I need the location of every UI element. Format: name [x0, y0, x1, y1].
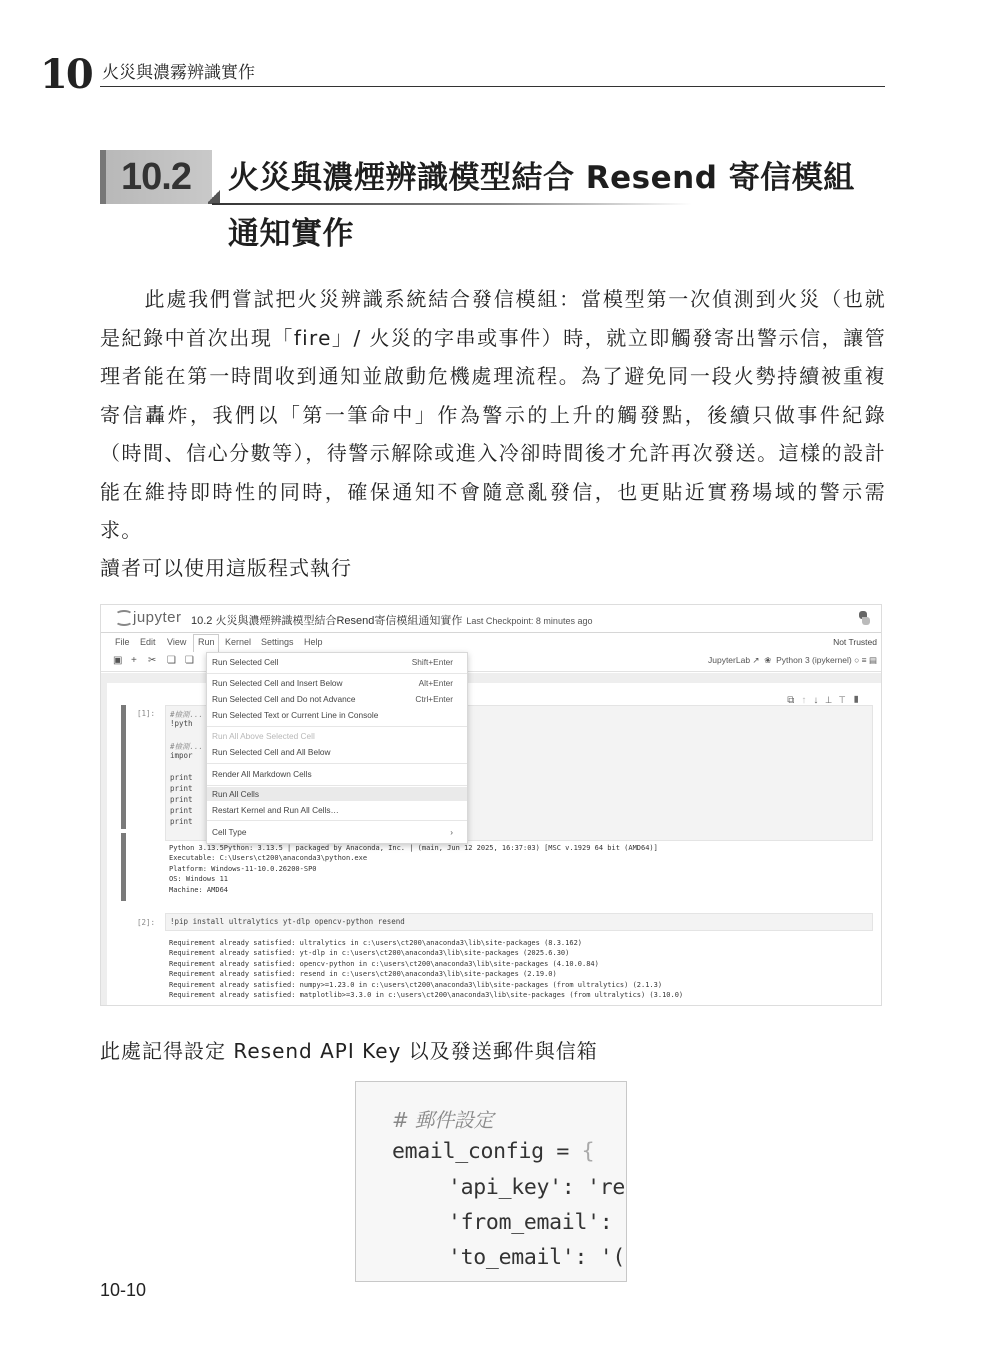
menu-run[interactable]: Run: [198, 637, 215, 647]
output-line: Platform: Windows-11-10.0.26200-SP0: [169, 864, 317, 873]
checkpoint-status: Last Checkpoint: 8 minutes ago: [466, 616, 593, 626]
menu-item-label: Run All Cells: [212, 789, 260, 799]
output-line: Requirement already satisfied: opencv-python in c:\users\ct200\anaconda3\lib\site-packages (4.10.0.84): [169, 959, 599, 968]
save-icon[interactable]: ▣: [113, 655, 123, 666]
menu-item-label: Run Selected Cell and Insert Below: [212, 678, 343, 688]
output-line: Requirement already satisfied: numpy>=1.23.0 in c:\users\ct200\anaconda3\lib\site-packages (from ultralytics) (2.1.3): [169, 980, 663, 989]
output-line: Requirement already satisfied: yt-dlp in c:\users\ct200\anaconda3\lib\site-packages (2025.6.30): [169, 949, 570, 958]
code-line: print: [170, 806, 193, 815]
run-menu-item-run-in-console[interactable]: [207, 708, 467, 722]
header-rule: [100, 86, 885, 87]
body-paragraph-text: 此處我們嘗試把火災辨識系統結合發信模組：當模型第一次偵測到火災（也就是紀錄中首次出現「fire」/ 火災的字串或事件）時，就立即觸發寄出警示信，讓管理者能在第一時間收到通知並啟動危機處理流程。為了避免同一段火勢持續被重複寄信轟炸，我們以「第一筆命中」作為警示的上升的觸發點，後續只做事件紀錄（時間、信心分數等），待警示解除或進入冷卻時間後才允許再次發送。這樣的設計能在維持即時性的同時，確保通知不會隨意亂發信，也更貼近實務場域的警示需求。: [100, 287, 886, 542]
cell-toolbar: [787, 695, 867, 706]
menu-help[interactable]: Help: [304, 637, 323, 647]
debugger-icon[interactable]: ❀: [764, 655, 772, 665]
menu-view[interactable]: View: [167, 637, 187, 647]
code-line: impor: [170, 751, 193, 760]
code-snippet-image: [355, 1081, 627, 1282]
external-link-icon: ↗: [752, 655, 760, 665]
kernel-name[interactable]: Python 3 (ipykernel): [776, 655, 852, 665]
page-number: 10-10: [100, 1280, 147, 1300]
duplicate-cell-icon[interactable]: ⧉: [787, 695, 802, 706]
kernel-status-area: [708, 655, 877, 666]
menu-edit[interactable]: Edit: [140, 637, 156, 647]
menu-item-shortcut: Alt+Enter: [418, 678, 453, 688]
run-menu-item-restart-run-all[interactable]: [207, 803, 467, 817]
output-line: Requirement already satisfied: resend in c:\users\ct200\anaconda3\lib\site-packages (2.19.0): [169, 970, 557, 979]
chevron-right-icon: ›: [450, 827, 453, 837]
delete-cell-icon[interactable]: ▮: [852, 695, 867, 706]
output-line: Requirement already satisfied: ultralytics in c:\users\ct200\anaconda3\lib\site-packages (8.3.162): [169, 939, 583, 947]
chapter-title: 火災與濃霧辨識實作: [102, 63, 255, 83]
jupyter-brand: jupyter: [133, 609, 182, 626]
cell-2-input[interactable]: [165, 913, 873, 931]
menu-item-label: Run Selected Cell and All Below: [212, 747, 331, 757]
notebook-title-text: 10.2 火災與濃煙辨識模型結合Resend寄信模組通知實作: [191, 615, 463, 627]
body-paragraph: [100, 280, 886, 550]
section-heading: [100, 148, 890, 258]
menu-separator: [207, 763, 467, 764]
section-title-line2: 通知實作: [228, 216, 354, 252]
section-rule: [212, 203, 692, 205]
cut-icon[interactable]: ✂: [148, 655, 157, 666]
property-inspector-icon[interactable]: ▤: [868, 655, 877, 665]
menu-item-label: Run Selected Cell: [212, 657, 279, 667]
cell-1-output: [169, 843, 658, 895]
menu-separator: [207, 726, 467, 727]
menu-item-shortcut: Shift+Enter: [411, 657, 453, 667]
output-line: OS: Windows 11: [169, 875, 229, 884]
menu-item-label: Restart Kernel and Run All Cells…: [212, 805, 339, 815]
run-menu-item-run-all-below[interactable]: [207, 745, 467, 759]
section-number: 10.2: [121, 156, 191, 198]
run-menu-dropdown: [206, 652, 468, 844]
snippet-line: 'from_email':: [448, 1210, 613, 1235]
snippet-line-text: email_config =: [392, 1139, 582, 1164]
copy-icon[interactable]: ❏: [167, 655, 176, 666]
chapter-number: 10: [40, 51, 92, 98]
run-menu-item-run-insert-below[interactable]: [207, 676, 467, 690]
python-logo-icon: [857, 611, 871, 625]
code-line: !pip install ultralytics yt-dlp opencv-python resend: [170, 917, 405, 926]
run-menu-item-run-all-above: [207, 729, 467, 743]
insert-above-icon[interactable]: ⊥: [825, 695, 839, 706]
menu-item-label: Run All Above Selected Cell: [212, 731, 315, 741]
cell-2-output: [169, 938, 683, 1000]
lead-in-api-key: 此處記得設定 Resend API Key 以及發送郵件與信箱: [100, 1039, 598, 1063]
jupyterlab-link[interactable]: JupyterLab: [707, 655, 751, 665]
jupyter-logo-icon: [115, 610, 129, 626]
output-line: Requirement already satisfied: matplotlib>=3.3.0 in c:\users\ct200\anaconda3\lib\site-packages (from ultralytics) (3.10.0): [169, 991, 684, 1000]
snippet-line: 'to_email': '(: [448, 1245, 626, 1270]
jupyter-screenshot: [100, 604, 882, 1006]
menu-item-label: Run Selected Text or Current Line in Console: [212, 710, 379, 720]
menu-separator: [207, 785, 467, 786]
menu-separator: [207, 673, 467, 674]
cell-1-active-bar: [121, 705, 126, 829]
menu-item-label: Cell Type: [212, 827, 247, 837]
snippet-line: [392, 1139, 594, 1164]
notebook-title[interactable]: [191, 612, 592, 628]
cell-2-prompt: [2]:: [137, 918, 156, 927]
output-line: Machine: AMD64: [169, 885, 229, 894]
insert-below-icon[interactable]: ⊤: [838, 695, 853, 706]
code-line: !pyth: [170, 719, 193, 728]
snippet-brace: {: [581, 1139, 595, 1164]
move-up-icon[interactable]: ↑: [801, 695, 814, 706]
snippet-line: 'api_key': 're: [448, 1175, 626, 1200]
menu-settings[interactable]: Settings: [261, 637, 294, 647]
run-menu-item-render-markdown[interactable]: [207, 767, 467, 781]
kernel-idle-icon: ○: [854, 655, 860, 665]
code-line: print: [170, 795, 193, 804]
trust-status[interactable]: Not Trusted: [833, 637, 877, 647]
menu-lines-icon[interactable]: ≡: [861, 655, 867, 665]
menu-file[interactable]: File: [115, 637, 130, 647]
menu-bar: [101, 634, 881, 652]
output-line: Python 3.13.5Python: 3.13.5 | packaged by Anaconda, Inc. | (main, Jun 12 2025, 16:37:03) [MSC v.1929 64 bit (AMD64)]: [169, 844, 658, 852]
move-down-icon[interactable]: ↓: [813, 695, 826, 706]
menu-item-label: Run Selected Cell and Do not Advance: [212, 694, 356, 704]
run-menu-item-cell-type[interactable]: [207, 825, 467, 839]
code-line: print: [170, 817, 193, 826]
menu-kernel[interactable]: Kernel: [225, 637, 252, 647]
code-line: print: [170, 784, 193, 793]
cell-1-output-bar: [121, 833, 126, 901]
run-menu-item-run-selected-cell[interactable]: [207, 655, 467, 669]
run-menu-item-run-all-cells[interactable]: [207, 787, 467, 801]
section-title-line1: 火災與濃煙辨識模型結合 Resend 寄信模組: [228, 160, 855, 196]
section-slant-decoration: [208, 188, 220, 204]
run-menu-item-run-no-advance[interactable]: [207, 692, 467, 706]
menu-separator: [207, 820, 467, 821]
output-line: Executable: C:\Users\ct200\anaconda3\python.exe: [169, 854, 368, 863]
running-header: [40, 52, 885, 97]
code-line: #檢測...: [170, 742, 204, 751]
code-line: print: [170, 773, 193, 782]
paste-icon[interactable]: ❏: [185, 655, 194, 666]
menu-item-shortcut: Ctrl+Enter: [415, 694, 453, 704]
snippet-comment: # 郵件設定: [392, 1108, 494, 1132]
cell-1-prompt: [1]:: [137, 709, 156, 718]
add-cell-icon[interactable]: +: [131, 655, 137, 666]
menu-item-label: Render All Markdown Cells: [212, 769, 312, 779]
jupyter-topbar: [101, 605, 881, 633]
lead-in-run-code: 讀者可以使用這版程式執行: [100, 556, 352, 580]
code-line: #檢測...: [170, 710, 204, 719]
